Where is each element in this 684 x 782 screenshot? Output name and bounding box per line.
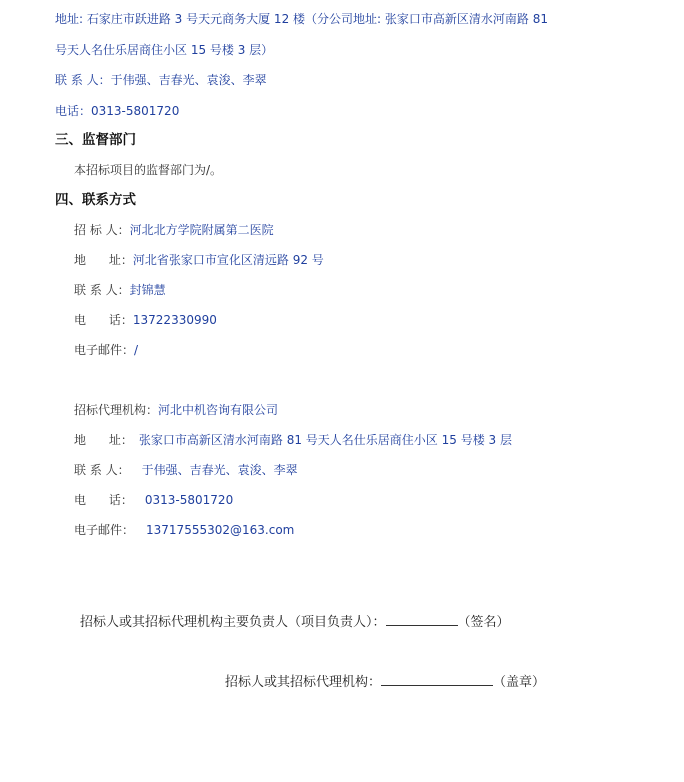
top-phone-value: 0313-5801720 [91,104,180,118]
agency-name-row [74,402,278,418]
agency-email-label: 电子邮件： [74,523,135,537]
tenderer-address-row [74,252,324,268]
supervision-text: 本招标项目的监督部门为/。 [74,163,223,177]
top-contact-row [55,72,267,88]
agency-name-value: 河北中机咨询有限公司 [158,403,279,417]
tenderer-email-label: 电子邮件： [74,343,135,357]
tenderer-name-value: 河北北方学院附属第二医院 [129,223,274,237]
agency-phone-value: 0313-5801720 [144,493,234,507]
tenderer-address-value: 河北省张家口市宣化区清远路 92 号 [132,253,324,267]
tenderer-phone-value: 13722330990 [132,313,217,327]
agency-address-line-1: 地址: 石家庄市跃进路 3 号天元商务大厦 12 楼（分公司地址: 张家口市高新区清水河南路 81 [55,12,548,26]
agency-address-label: 地 址： [74,433,133,447]
agency-contact-label: 联 系 人： [74,463,130,477]
agency-phone-row [74,492,233,508]
signature-principal-text: 招标人或其招标代理机构主要负责人（项目负责人）： [80,615,386,630]
section-3-heading: 三、监督部门 [55,132,136,148]
agency-address-value: 张家口市高新区清水河南路 81 号天人名仕乐居商住小区 15 号楼 3 层 [138,433,512,447]
top-contact-value: 于伟强、吉春光、袁浚、李翠 [110,73,267,87]
tenderer-phone-label: 电 话： [74,313,133,327]
tenderer-email-row [74,342,138,358]
signature-line-seal [225,672,545,691]
agency-contact-value: 于伟强、吉春光、袁浚、李翠 [141,463,298,477]
agency-address-row [74,432,512,448]
top-phone-label: 电话： [55,104,92,118]
agency-address-line-2: 号天人名仕乐居商住小区 15 号楼 3 层） [55,43,274,57]
agency-phone-label: 电 话： [74,493,133,507]
signature-seal-text: 招标人或其招标代理机构： [225,675,382,690]
top-phone-row [55,103,179,119]
agency-name-label: 招标代理机构： [74,403,159,417]
tenderer-address-label: 地 址： [74,253,133,267]
agency-email-row [74,522,294,538]
tenderer-contact-value: 封锦慧 [129,283,166,297]
agency-email-value: 13717555302@163.com [146,523,295,537]
signature-blank[interactable] [386,612,458,626]
seal-blank[interactable] [381,672,493,686]
tenderer-name-label: 招 标 人： [74,223,130,237]
tenderer-email-value: / [134,343,139,357]
signature-seal-suffix: （盖章） [493,675,546,690]
tenderer-contact-row [74,282,166,298]
top-contact-label: 联 系 人： [55,73,111,87]
agency-contact-row [74,462,298,478]
signature-principal-suffix: （签名） [457,615,510,630]
tenderer-phone-row [74,312,217,328]
tenderer-contact-label: 联 系 人： [74,283,130,297]
tenderer-name-row [74,222,274,238]
section-4-heading: 四、联系方式 [55,192,136,208]
signature-line-principal [80,612,510,631]
